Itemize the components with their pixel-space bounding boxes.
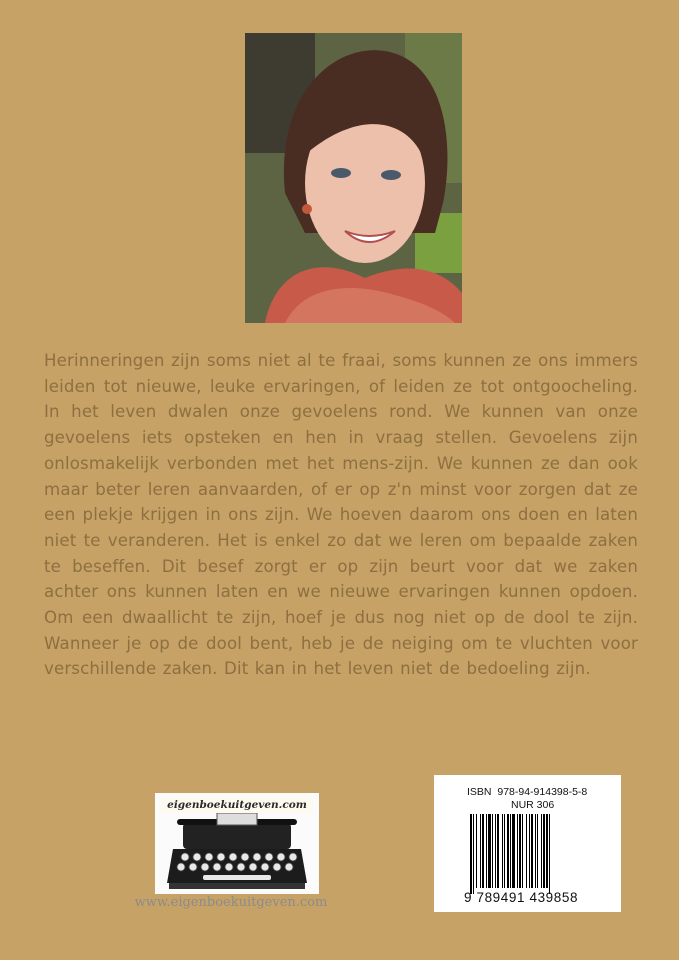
barcode-bar: [526, 814, 527, 888]
typewriter-icon: [155, 813, 319, 893]
back-cover-blurb: Herinneringen zijn soms niet al te fraai, soms kunnen ze ons immers leiden tot nieuwe, leuke ervaringen, of leiden ze tot ontgoocheling. In het leven dwalen onze gevoelens rond. We kunnen van onze gevoelens iets opsteken en hen in vraag stellen. Gevoelens zijn onlosmakelijk verbonden met het mens-zijn. We kunnen ze dan ook maar beter leren aanvaarden, of er op z'n minst voor zorgen dat ze een plekje krijgen in ons zijn. We hoeven daarom ons doen en laten niet te veranderen. Het is enkel zo dat we leren om bepaalde zaken te beseffen. Dit besef zorgt er op zijn beurt voor dat we zaken achter ons kunnen laten en we nieuwe ervaringen kunnen opdoen. Om een dwaallicht te zijn, hoef je dus nog niet op de dool te zijn. Wanneer je op de dool bent, heb je de neiging om te vluchten voor verschillende zaken. Dit kan in het leven niet de bedoeling zijn.: [44, 351, 638, 679]
barcode-bar: [529, 814, 530, 888]
author-photo: [245, 33, 462, 323]
nur-code: NUR 306: [511, 799, 555, 811]
barcode-digits: 9 789491 439858: [464, 890, 579, 905]
barcode-bar: [502, 814, 503, 888]
barcode-bar: [512, 814, 515, 888]
author-portrait-image: [245, 33, 462, 323]
barcode-bar: [497, 814, 499, 888]
barcode-bar: [537, 814, 538, 888]
isbn-line: [467, 786, 587, 798]
barcode-bar: [519, 814, 521, 888]
barcode-bar: [507, 814, 509, 888]
barcode-bar: [480, 814, 481, 888]
barcode-bar: [522, 814, 523, 888]
publisher-logo: [155, 793, 319, 894]
barcode-bar: [546, 814, 548, 888]
barcode-bar: [541, 814, 542, 888]
barcode-bar: [476, 814, 477, 888]
barcode-bar: [488, 814, 491, 888]
barcode-bar: [492, 814, 493, 888]
barcode-bar: [482, 814, 484, 888]
barcode-bar: [535, 814, 536, 888]
publisher-logo-text: eigenboekuitgeven.com: [161, 797, 313, 813]
barcode-bar: [543, 814, 545, 888]
barcode-bar: [549, 814, 550, 894]
barcode-bars: [470, 814, 588, 894]
isbn-label: ISBN: [467, 786, 492, 798]
barcode-bar: [473, 814, 474, 894]
isbn-number: 978-94-914398-5-8: [497, 786, 588, 798]
barcode-bar: [510, 814, 511, 888]
barcode-bar: [517, 814, 518, 888]
barcode-bar: [531, 814, 533, 888]
publisher-website: www.eigenboekuitgeven.com: [134, 895, 328, 910]
barcode-bar: [470, 814, 472, 894]
barcode-bar: [495, 814, 496, 888]
barcode-bar: [486, 814, 487, 888]
barcode-bar: [504, 814, 505, 888]
isbn-barcode: [434, 775, 621, 912]
